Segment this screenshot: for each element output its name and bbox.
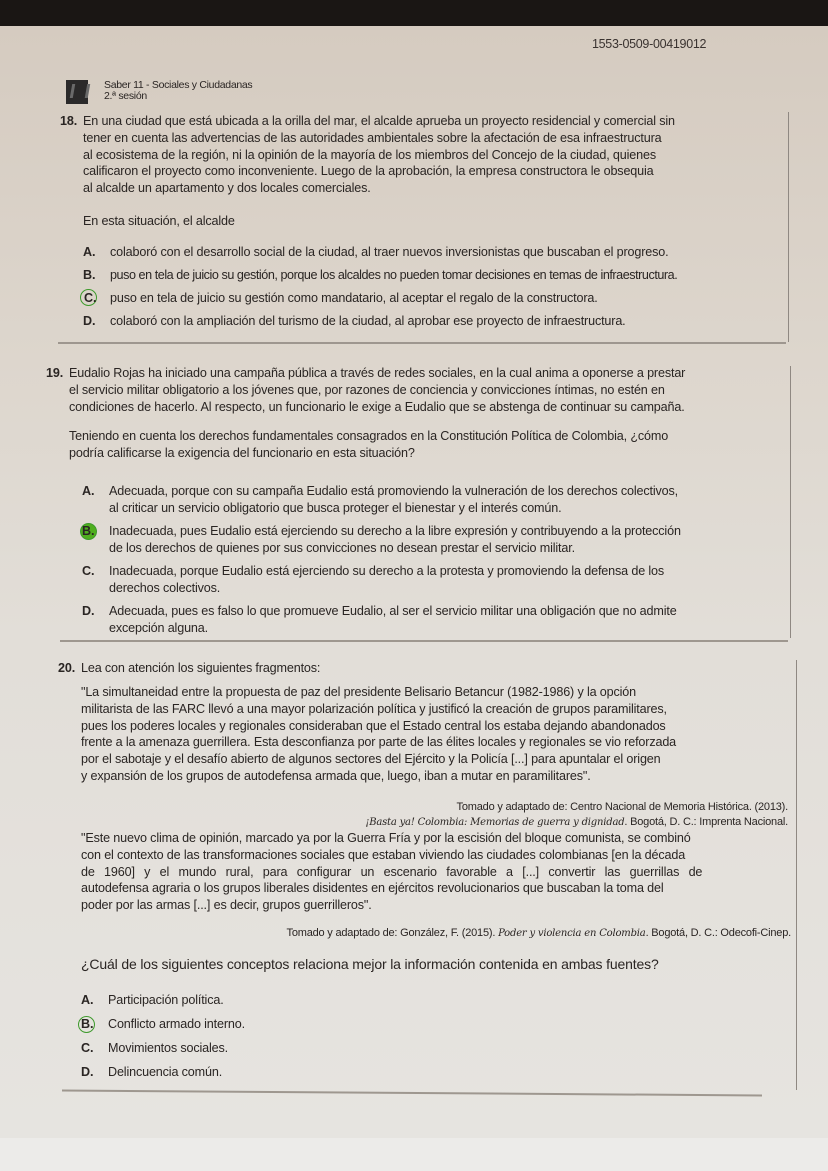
source-quote-2 <box>81 830 702 914</box>
option-text: puso en tela de juicio su gestión como mandatario, al aceptar el regalo de la constructora. <box>110 291 598 305</box>
frame-line <box>796 660 797 1090</box>
option-text: colaboró con la ampliación del turismo de la ciudad, al aprobar ese proyecto de infraestructura. <box>110 314 626 328</box>
option-line: Inadecuada, pues Eudalio está ejerciendo su derecho a la libre expresión y contribuyendo a la protección <box>109 524 681 538</box>
option-text: Delincuencia común. <box>108 1065 223 1079</box>
citation-1 <box>365 800 788 830</box>
citation-publisher: . Bogotá, D. C.: Odecofi-Cinep. <box>645 927 791 939</box>
citation-line <box>365 815 788 830</box>
quote-line: frente a la amenaza guerrillera. Esta desconfianza por parte de las élites locales y regionales se vio reforzada <box>81 735 677 750</box>
quote-line: militarista de las FARC llevó a una mayor polarización política y justificó la creación de grupos paramilitares, <box>81 701 667 716</box>
question-number: 19. <box>46 366 64 380</box>
stem-line: condiciones de hacerlo. Al respecto, un funcionario le exige a Eudalio que se abstenga de continuar su campaña. <box>69 399 685 414</box>
question-19 <box>46 365 791 635</box>
quote-line: con el contexto de las transformaciones sociales que estaban viviendo las ciudades colombianas [en la década <box>81 847 686 862</box>
option-letter: C. <box>82 564 95 578</box>
option-text <box>109 523 681 557</box>
option-letter: A. <box>81 993 94 1007</box>
quote-line: por el sabotaje y el desafío abierto de algunos sectores del Ejército y la Policía [...] para apuntalar el origen <box>81 752 661 767</box>
option-letter: D. <box>83 314 96 328</box>
option-text: Participación política. <box>108 993 224 1007</box>
section-divider <box>60 640 788 642</box>
question-number: 18. <box>60 114 78 128</box>
option-letter: B. <box>81 1017 94 1031</box>
subject-title: Saber 11 - Sociales y Ciudadanas <box>104 79 253 91</box>
option-text <box>109 483 678 517</box>
quote-line: "La simultaneidad entre la propuesta de paz del presidente Belisario Betancur (1982-1986) y la opción <box>81 685 637 699</box>
quote-line: "Este nuevo clima de opinión, marcado ya por la Guerra Fría y por la escisión del bloque comunista, se combinó <box>81 831 691 845</box>
citation-line: Tomado y adaptado de: Centro Nacional de Memoria Histórica. (2013). <box>456 801 788 813</box>
option-letter: B. <box>82 524 95 538</box>
question-prompt: En esta situación, el alcalde <box>83 214 235 228</box>
option-letter: A. <box>82 484 95 498</box>
option-letter: A. <box>83 245 96 259</box>
option-line: excepción alguna. <box>109 620 208 635</box>
option-letter: B. <box>83 268 96 282</box>
quote-line: autodefensa agraria o los grupos liberales disidentes en ejércitos revolucionarios que buscaban la toma del <box>81 881 664 896</box>
source-quote-1 <box>81 684 791 785</box>
stem-line: al alcalde un apartamento y dos locales comerciales. <box>83 181 371 196</box>
session-label: 2.ª sesión <box>104 90 147 102</box>
question-prompt: ¿Cuál de los siguientes conceptos relaciona mejor la información contenida en ambas fuentes? <box>81 956 659 972</box>
stem-line: calificaron el proyecto como inconveniente. Luego de la aprobación, la empresa constructora le obsequia <box>83 164 654 179</box>
section-divider <box>58 342 786 344</box>
booklet-code: 1553-0509-00419012 <box>592 37 707 51</box>
question-18 <box>60 113 790 338</box>
option-text: Movimientos sociales. <box>108 1041 229 1055</box>
frame-line <box>790 366 791 638</box>
option-text: colaboró con el desarrollo social de la ciudad, al traer nuevos inversionistas que buscaban el progreso. <box>110 245 669 259</box>
citation-publisher: . Bogotá, D. C.: Imprenta Nacional. <box>624 816 788 828</box>
quote-line: y expansión de los grupos de autodefensa armada que, luego, iban a mutar en paramilitares". <box>81 768 591 783</box>
quote-line: pues los poderes locales y regionales consideraban que el Estado central los estaba dejando abandonados <box>81 718 666 733</box>
stem-line: el servicio militar obligatorio a los jóvenes que, por razones de conciencia y convicciones íntimas, no estén en <box>69 382 665 397</box>
stem-line: En una ciudad que está ubicada a la orilla del mar, el alcalde aprueba un proyecto residencial y comercial sin <box>83 114 675 128</box>
prompt-line: podría calificarse la exigencia del funcionario en esta situación? <box>69 445 415 460</box>
option-letter: C. <box>81 1041 94 1055</box>
icfes-logo-icon <box>66 80 88 104</box>
option-letter: C. <box>84 291 97 305</box>
option-line: Adecuada, porque con su campaña Eudalio está promoviendo la vulneración de los derechos colectivos, <box>109 484 679 498</box>
citation-title: ¡Basta ya! Colombia: Memorias de guerra y dignidad <box>365 817 625 828</box>
stem-line: al ecosistema de la región, ni la opinión de la mayoría de los miembros del Concejo de la ciudad, quienes <box>83 147 657 162</box>
stem-line: Eudalio Rojas ha iniciado una campaña pública a través de redes sociales, en la cual anima a oponerse a prestar <box>69 366 686 380</box>
question-number: 20. <box>58 661 76 675</box>
option-text: Conflicto armado interno. <box>108 1017 245 1031</box>
quote-line: poder por las armas [...] es decir, grupos guerrilleros". <box>81 898 372 913</box>
stem-line: tener en cuenta las advertencias de las autoridades ambientales sobre la afectación de esa infraestructura <box>83 130 662 145</box>
quote-line: de 1960] y el mundo rural, para configurar un escenario favorable a [...] convertir las guerrillas de <box>81 864 703 879</box>
citation-2 <box>287 925 791 943</box>
background-surface <box>0 1138 828 1171</box>
question-20 <box>58 660 793 1090</box>
citation-title: Poder y violencia en Colombia <box>498 928 646 939</box>
option-line: Inadecuada, porque Eudalio está ejerciendo su derecho a la protesta y promoviendo la defensa de los <box>109 564 665 578</box>
frame-line <box>788 112 789 342</box>
option-line: al criticar un servicio obligatorio que busca proteger el bienestar y el interés común. <box>109 500 562 515</box>
option-text <box>109 563 664 597</box>
option-line: de los derechos de quienes por sus convicciones no desean prestar el servicio militar. <box>109 540 575 555</box>
option-letter: D. <box>81 1065 94 1079</box>
exam-header <box>104 80 252 102</box>
citation-author: Tomado y adaptado de: González, F. (2015). <box>286 927 499 939</box>
question-intro: Lea con atención los siguientes fragmentos: <box>81 661 321 675</box>
option-letter: D. <box>82 604 95 618</box>
option-line: Adecuada, pues es falso lo que promueve Eudalio, al ser el servicio militar una obligación que no admite <box>109 604 677 618</box>
option-text: puso en tela de juicio su gestión, porque los alcaldes no pueden tomar decisiones en temas de infraestructura. <box>110 268 678 282</box>
question-prompt <box>69 428 668 462</box>
option-line: derechos colectivos. <box>109 580 221 595</box>
prompt-line: Teniendo en cuenta los derechos fundamentales consagrados en la Constitución Política de Colombia, ¿cómo <box>69 429 669 443</box>
option-text <box>109 603 677 637</box>
question-stem <box>69 365 685 415</box>
question-stem <box>83 113 788 197</box>
